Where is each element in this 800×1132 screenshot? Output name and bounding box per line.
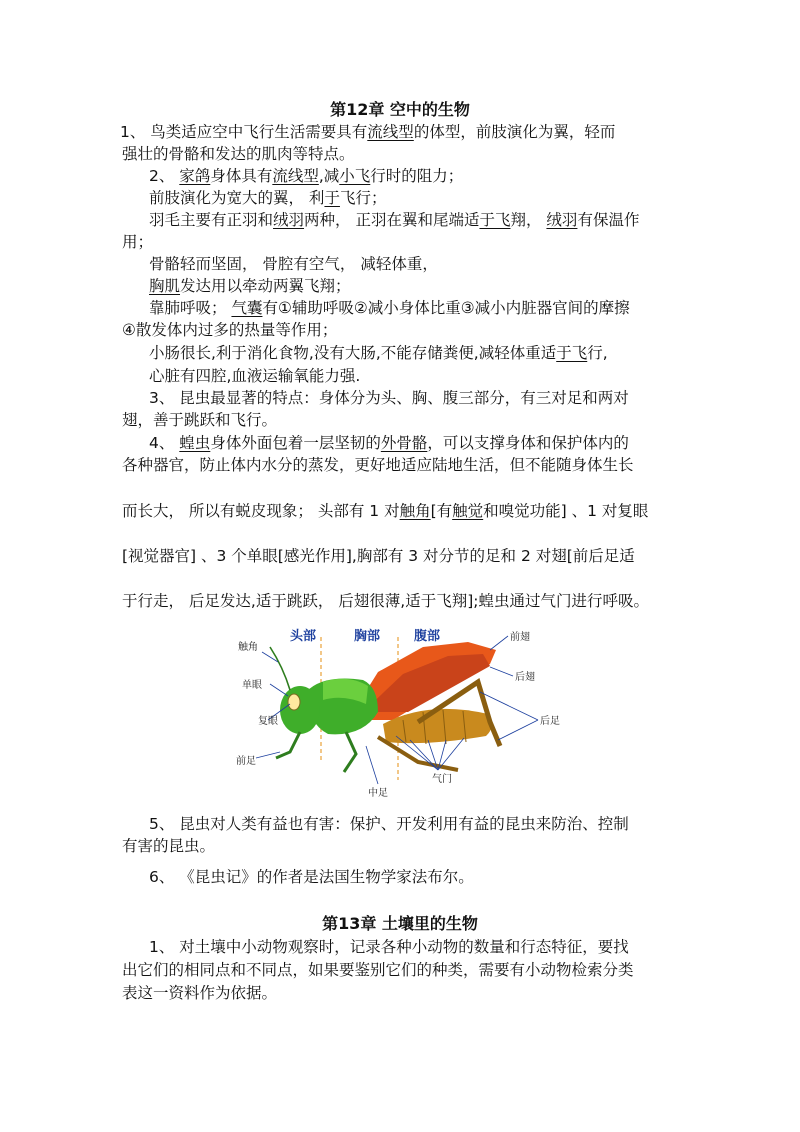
para-2-line-8: ④散发体内过多的热量等作用；: [122, 321, 338, 339]
para-2-line-5: 骨骼轻而坚固， 骨腔有空气， 减轻体重，: [149, 255, 438, 273]
underlined-term: 绒羽: [546, 211, 578, 229]
para-4-line-5: 于行走， 后足发达,适于跳跃， 后翅很薄,适于飞翔];蝗虫通过气门进行呼吸。: [122, 592, 649, 610]
middle-leg-shape: [344, 732, 356, 772]
underlined-term: 于飞: [556, 344, 588, 362]
para-4-line-4: [视觉器官] 、3 个单眼[感光作用],胸部有 3 对分节的足和 2 对翅[前后足适: [122, 547, 635, 565]
para-3-line-1: 3、 昆虫最显著的特点：身体分为头、胸、腹三部分，有三对足和两对: [149, 389, 629, 407]
underlined-term: 家鸽: [179, 167, 211, 185]
locust-diagram: [228, 612, 588, 802]
chapter-12-title: 第12章 空中的生物: [330, 100, 470, 119]
ch13-para-1-line-1: 1、 对土壤中小动物观察时，记录各种小动物的数量和行态特征，要找: [149, 938, 629, 956]
para-2-line-2: 前肢演化为宽大的翼， 利于飞行；: [149, 189, 387, 207]
para-2-line-10: 心脏有四腔,血液运输氧能力强.: [149, 367, 361, 385]
head-shape: [280, 686, 320, 734]
head-label: 头部: [290, 629, 317, 644]
ocelli-label: 单眼: [242, 680, 262, 691]
underlined-term: 绒羽: [273, 211, 305, 229]
underlined-term: 于: [324, 189, 340, 207]
para-4-line-1: 4、 蝗虫身体外面包着一层坚韧的外骨骼，可以支撑身体和保护体内的: [149, 434, 629, 452]
antenna-label: 触角: [238, 642, 258, 653]
underlined-term: 于飞: [479, 211, 511, 229]
para-3-line-2: 翅，善于跳跃和飞行。: [122, 411, 278, 429]
forewing-label: 前翅: [510, 632, 530, 643]
para-6-line-1: 6、 《昆虫记》的作者是法国生物学家法布尔。: [149, 868, 474, 886]
ch13-para-1-line-2: 出它们的相同点和不同点，如果要鉴别它们的种类，需要有小动物检索分类: [122, 961, 634, 979]
hind-leg-label: 后足: [540, 716, 560, 727]
para-1-line-2: 强壮的骨骼和发达的肌肉等特点。: [122, 145, 355, 163]
para-2-line-7: 靠肺呼吸； 气囊有①辅助呼吸②减小身体比重③减小内脏器官间的摩擦: [149, 299, 630, 317]
underlined-term: 蝗虫: [179, 434, 211, 452]
front-leg-label: 前足: [236, 756, 256, 767]
para-2-line-9: 小肠很长,利于消化食物,没有大肠,不能存储粪便,减轻体重适于飞行,: [149, 344, 608, 362]
chapter-13-title: 第13章 土壤里的生物: [322, 914, 478, 933]
ch13-para-1-line-3: 表这一资料作为依据。: [122, 984, 278, 1002]
underlined-term: 胸肌: [149, 277, 181, 295]
hindwing-label: 后翅: [515, 672, 535, 683]
thorax-label: 胸部: [354, 629, 381, 644]
spiracle-label: 气门: [432, 774, 452, 785]
antenna-shape: [270, 647, 290, 690]
para-5-line-2: 有害的昆虫。: [122, 837, 216, 855]
para-2-line-6: 胸肌发达用以牵动两翼飞翔；: [149, 277, 351, 295]
underlined-term: 气囊: [231, 299, 263, 317]
underlined-term: 小飞: [339, 167, 371, 185]
para-2-line-4: 用；: [122, 233, 154, 251]
underlined-term: 流线型: [272, 167, 319, 185]
para-4-line-3: 而长大， 所以有蜕皮现象； 头部有 1 对触角[有触觉和嗅觉功能] 、1 对复眼: [122, 502, 649, 520]
para-4-line-2: 各种器官，防止体内水分的蒸发，更好地适应陆地生活，但不能随身体生长: [122, 456, 634, 474]
underlined-term: 触角: [399, 502, 431, 520]
para-5-line-1: 5、 昆虫对人类有益也有害：保护、开发利用有益的昆虫来防治、控制: [149, 815, 629, 833]
abdomen-label: 腹部: [414, 629, 441, 644]
para-2-line-3: 羽毛主要有正羽和绒羽两种， 正羽在翼和尾端适于飞翔， 绒羽有保温作: [149, 211, 640, 229]
compound-eye-shape: [288, 694, 300, 710]
para-2-line-1: 2、 家鸽身体具有流线型,减小飞行时的阻力；: [149, 167, 464, 185]
middle-leg-label: 中足: [368, 788, 388, 799]
compound-eye-label: 复眼: [258, 716, 278, 727]
para-1-line-1: 1、 鸟类适应空中飞行生活需要具有流线型的体型，前肢演化为翼，轻而: [120, 123, 616, 141]
front-leg-shape: [276, 732, 300, 758]
underlined-term: 流线型: [367, 123, 414, 141]
underlined-term: 触觉: [452, 502, 484, 520]
underlined-term: 外骨骼: [380, 434, 428, 452]
locust-illustration: [228, 612, 588, 802]
